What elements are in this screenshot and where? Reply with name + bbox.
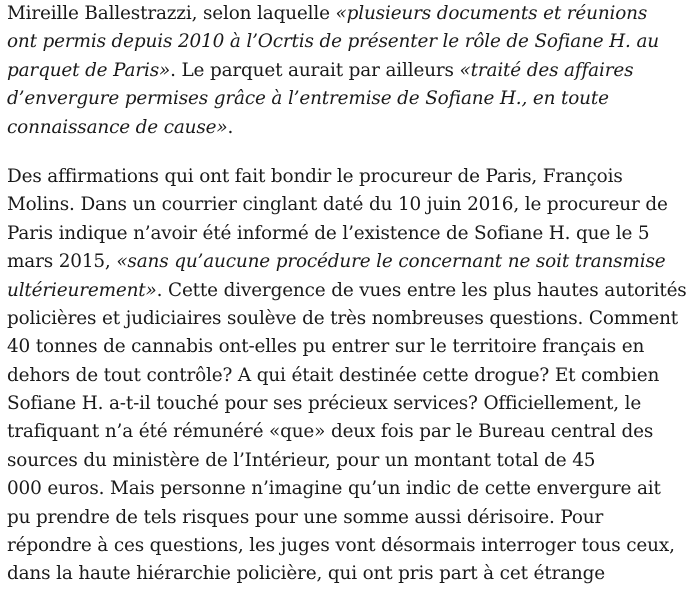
article-paragraph-2 bbox=[7, 163, 687, 589]
body-text: Sofiane H. a-t-il touché pour ses précieux services? Officiellement, le bbox=[7, 393, 642, 415]
body-text: Molins. Dans un courrier cinglant daté du 10 juin 2016, le procureur de bbox=[7, 194, 668, 216]
text-line bbox=[7, 85, 612, 113]
text-line bbox=[7, 418, 654, 446]
quoted-text: «plusieurs documents et réunions bbox=[335, 3, 648, 24]
text-line bbox=[7, 0, 648, 28]
text-line bbox=[7, 248, 666, 276]
body-text: . bbox=[227, 116, 234, 138]
text-line bbox=[7, 560, 612, 588]
quoted-text: «sans qu’aucune procédure le concernant ne soit transmise bbox=[116, 251, 666, 273]
quoted-text: connaissance de cause» bbox=[7, 116, 228, 138]
body-text: dans la haute hiérarchie policière, qui ont pris part à cet étrange bbox=[7, 563, 605, 585]
quoted-text: d’envergure permises grâce à l’entremise de Sofiane H., en toute bbox=[7, 88, 609, 110]
text-line bbox=[7, 57, 634, 85]
article-body bbox=[7, 0, 687, 589]
quoted-text: «traité des affaires bbox=[459, 59, 634, 81]
quoted-text: ultérieurement» bbox=[7, 279, 157, 301]
quoted-text: parquet de Paris» bbox=[7, 59, 171, 81]
body-text: Paris indique n’avoir été informé de l’existence de Sofiane H. que le 5 bbox=[7, 222, 650, 244]
body-text: sources du ministère de l’Intérieur, pour un montant total de 45 bbox=[7, 449, 596, 471]
body-text: 000 euros. Mais personne n’imagine qu’un indic de cette envergure ait bbox=[7, 478, 661, 500]
text-line bbox=[7, 114, 612, 142]
text-line bbox=[7, 163, 623, 191]
text-line bbox=[7, 504, 612, 532]
text-line bbox=[7, 305, 679, 333]
text-line bbox=[7, 191, 668, 219]
body-text: policières et judiciaires soulève de très nombreuses questions. Comment bbox=[7, 307, 679, 329]
body-text: trafiquant n’a été rémunéré «que» deux fois par le Bureau central des bbox=[7, 421, 654, 443]
body-text: . Le parquet aurait par ailleurs bbox=[170, 59, 460, 81]
text-line bbox=[7, 475, 661, 503]
body-text: dehors de tout contrôle? A qui était destinée cette drogue? Et combien bbox=[7, 364, 660, 386]
body-text: répondre à ces questions, les juges vont désormais interroger tous ceux, bbox=[7, 535, 675, 557]
body-text: Des affirmations qui ont fait bondir le procureur de Paris, François bbox=[7, 165, 623, 187]
text-line bbox=[7, 390, 642, 418]
text-line bbox=[7, 277, 687, 305]
body-text: 40 tonnes de cannabis ont-elles pu entrer sur le territoire français en bbox=[7, 336, 645, 358]
text-line bbox=[7, 447, 612, 475]
text-line bbox=[7, 333, 645, 361]
text-line bbox=[7, 532, 675, 560]
body-text: . Cette divergence de vues entre les plus hautes autorités bbox=[156, 279, 687, 301]
body-text: Mireille Ballestrazzi, selon laquelle bbox=[7, 3, 336, 24]
body-text: pu prendre de tels risques pour une somme aussi dérisoire. Pour bbox=[7, 506, 604, 528]
text-line bbox=[7, 28, 659, 56]
quoted-text: ont permis depuis 2010 à l’Ocrtis de présenter le rôle de Sofiane H. au bbox=[7, 31, 659, 53]
text-line bbox=[7, 362, 660, 390]
body-text: mars 2015, bbox=[7, 251, 117, 273]
article-paragraph-1 bbox=[7, 0, 659, 142]
text-line bbox=[7, 220, 650, 248]
